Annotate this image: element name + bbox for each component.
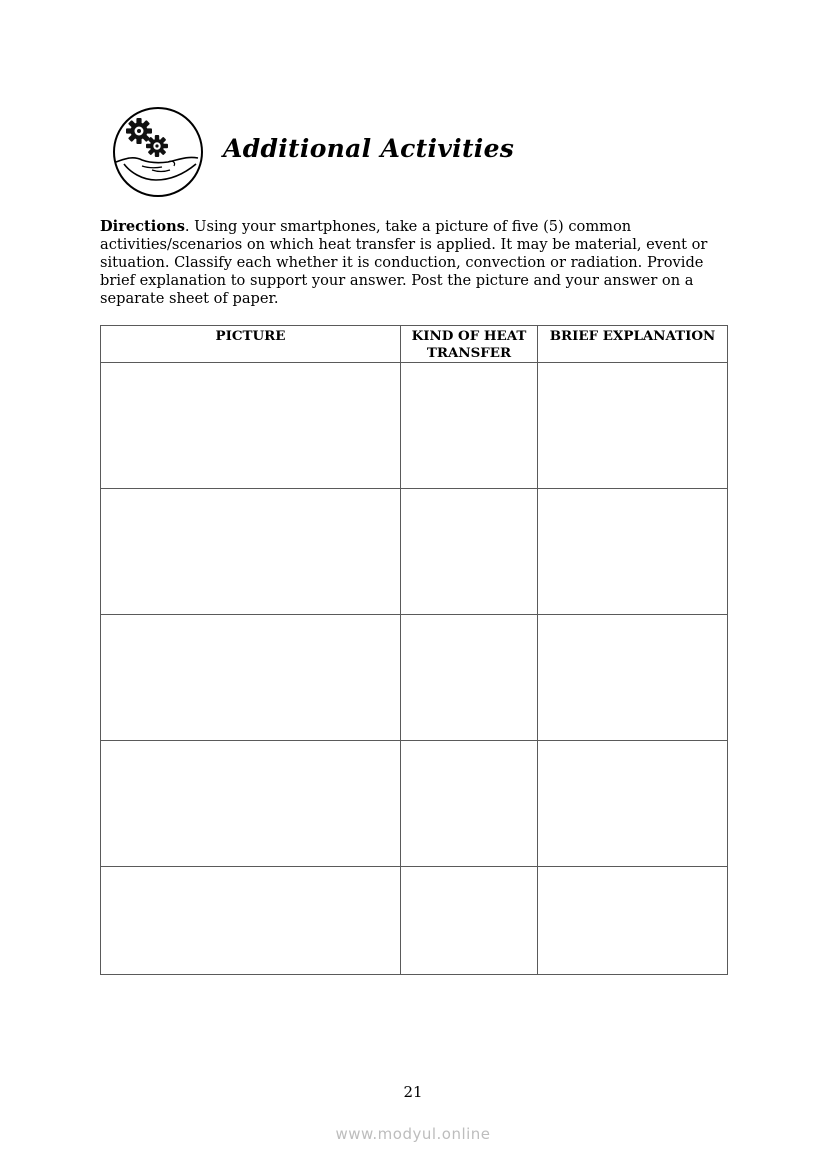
picture-cell[interactable] (101, 489, 401, 615)
column-header-brief-explanation: BRIEF EXPLANATION (538, 326, 728, 363)
heat-transfer-cell[interactable] (401, 867, 538, 975)
directions-label: Directions (100, 218, 185, 235)
activity-table (100, 325, 728, 975)
explanation-cell[interactable] (538, 363, 728, 489)
section-title: Additional Activities (223, 134, 515, 163)
explanation-cell[interactable] (538, 741, 728, 867)
explanation-cell[interactable] (538, 615, 728, 741)
picture-cell[interactable] (101, 867, 401, 975)
picture-cell[interactable] (101, 615, 401, 741)
directions-text: . Using your smartphones, take a picture of five (5) common activities/scenarios on which heat transfer is applied. It may be material, event or situation. Classify each whether it is conduction, convection or radiation. Provide brief explanation to support your answer. Post the picture and your answer on a separate sheet of paper. (100, 218, 708, 307)
heat-transfer-cell[interactable] (401, 615, 538, 741)
gears-in-hand-icon (112, 106, 204, 198)
heat-transfer-cell[interactable] (401, 741, 538, 867)
table-row (101, 363, 728, 489)
column-header-kind-of-heat-transfer: KIND OF HEAT TRANSFER (401, 326, 538, 363)
explanation-cell[interactable] (538, 867, 728, 975)
table-row (101, 741, 728, 867)
watermark: www.modyul.online (335, 1125, 491, 1143)
picture-cell[interactable] (101, 741, 401, 867)
heat-transfer-cell[interactable] (401, 489, 538, 615)
table-row (101, 489, 728, 615)
column-header-picture: PICTURE (101, 326, 401, 363)
table-header-row (101, 326, 728, 363)
table-row (101, 615, 728, 741)
picture-cell[interactable] (101, 363, 401, 489)
directions-paragraph (100, 218, 740, 308)
heat-transfer-cell[interactable] (401, 363, 538, 489)
explanation-cell[interactable] (538, 489, 728, 615)
table-row (101, 867, 728, 975)
page-number: 21 (403, 1083, 423, 1101)
